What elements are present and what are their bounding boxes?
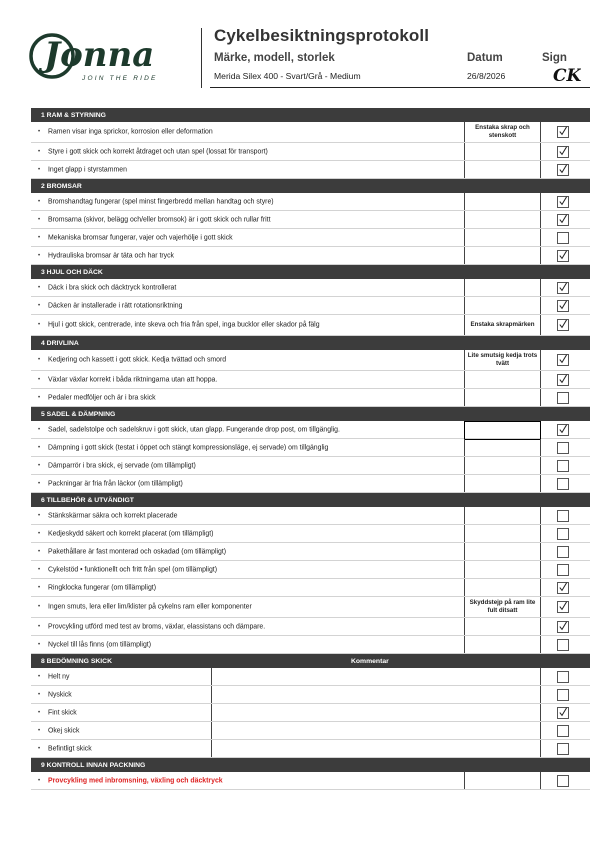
bullet: • [38, 216, 41, 223]
comment-cell[interactable] [464, 247, 541, 264]
comment-cell[interactable] [464, 543, 541, 560]
checklist-row [31, 686, 590, 704]
comment-cell[interactable] [464, 297, 541, 314]
comment-cell[interactable] [464, 439, 541, 456]
checkbox[interactable] [557, 300, 569, 312]
item-text: Helt ny [48, 673, 70, 680]
logo-wordmark: Jonna [44, 35, 155, 75]
checklist-row [31, 350, 590, 371]
comment-cell[interactable] [464, 371, 541, 388]
item-text: Ramen visar inga sprickor, korrosion eller deformation [48, 128, 213, 136]
comment-cell[interactable] [464, 143, 541, 160]
item-text: Befintligt skick [48, 745, 92, 752]
bullet: • [38, 691, 41, 698]
item-text: Okej skick [48, 727, 80, 734]
checklist-row [31, 229, 590, 247]
item-text: Hydrauliska bromsar är täta och har tryck [48, 252, 174, 259]
item-text: Kedjering och kassett i gott skick. Kedja tvättad och smord [48, 356, 227, 364]
checklist-row [31, 704, 590, 722]
item-text: Provcykling utförd med test av broms, växlar, elassistans och dämpare. [48, 623, 266, 630]
section-header [31, 758, 590, 772]
checklist-row [31, 211, 590, 229]
checkbox[interactable] [557, 510, 569, 522]
bike-value: Merida Silex 400 - Svart/Grå - Medium [214, 71, 361, 81]
item-text: Växlar växlar korrekt i båda riktningarna utan att hoppa. [48, 376, 218, 383]
comment-column-header: Kommentar [351, 657, 389, 665]
section-header [31, 407, 590, 421]
checklist-row [31, 193, 590, 211]
bullet: • [38, 166, 41, 173]
bullet: • [38, 444, 41, 451]
checkbox[interactable] [557, 743, 569, 755]
bullet: • [38, 322, 41, 328]
bullet: • [38, 284, 41, 291]
bike-label: Märke, modell, storlek [214, 52, 335, 64]
bullet: • [38, 480, 41, 487]
checkbox[interactable] [557, 424, 569, 436]
page-title: Cykelbesiktningsprotokoll [214, 26, 430, 45]
checklist-table [31, 108, 590, 790]
checkbox[interactable] [557, 442, 569, 454]
bullet: • [38, 673, 41, 680]
bullet: • [38, 548, 41, 555]
checklist-row [31, 740, 590, 758]
comment-cell[interactable] [464, 507, 541, 524]
checkbox[interactable] [557, 282, 569, 294]
bullet: • [38, 357, 41, 363]
checkbox[interactable] [557, 374, 569, 386]
comment-cell[interactable] [464, 211, 541, 228]
item-text: Provcykling med inbromsning, växling och däcktryck [48, 777, 223, 784]
checkbox[interactable] [557, 707, 569, 719]
checklist-row [31, 457, 590, 475]
checkbox[interactable] [557, 460, 569, 472]
item-text: Fint skick [48, 709, 77, 716]
checklist-row [31, 439, 590, 457]
checklist-row [31, 297, 590, 315]
check-mark-icon [559, 374, 567, 384]
checkbox[interactable] [557, 546, 569, 558]
checkbox[interactable] [557, 478, 569, 490]
comment-cell[interactable] [211, 686, 541, 703]
checklist-row [31, 371, 590, 389]
checkbox[interactable] [557, 126, 569, 138]
checklist-row [31, 389, 590, 407]
check-mark-icon [559, 424, 567, 434]
check-mark-icon [559, 250, 567, 260]
comment-cell[interactable] [464, 636, 541, 653]
item-text: Hjul i gott skick, centrerade, inte skeva och fria från spel, inga bucklor eller skador på fälg [48, 321, 320, 329]
item-text: Ringklocka fungerar (om tillämpligt) [48, 584, 156, 591]
item-text: Ingen smuts, lera eller lim/klister på cykelns ram eller komponenter [48, 603, 252, 611]
checkbox[interactable] [557, 214, 569, 226]
comment-cell[interactable] [464, 561, 541, 578]
checkbox[interactable] [557, 582, 569, 594]
checklist-row [31, 543, 590, 561]
check-mark-icon [559, 582, 567, 592]
signature [551, 64, 581, 86]
check-mark-icon [559, 214, 567, 224]
item-text: Bromsarna (skivor, belägg och/eller bromsok) är i gott skick och rullar fritt [48, 216, 271, 223]
comment-cell[interactable] [464, 389, 541, 406]
item-text: Inget glapp i styrstammen [48, 166, 127, 173]
checklist-row [31, 421, 590, 439]
item-text: Pakethållare är fast monterad och oskadad (om tillämpligt) [48, 548, 227, 555]
bullet: • [38, 777, 41, 784]
checkbox[interactable] [557, 689, 569, 701]
bullet: • [38, 252, 41, 259]
checklist-row [31, 636, 590, 654]
section-title: 2 BROMSAR [41, 182, 82, 190]
bullet: • [38, 512, 41, 519]
checkbox[interactable] [557, 601, 569, 613]
date-label: Datum [467, 52, 503, 64]
checklist-row [31, 161, 590, 179]
checklist-row [31, 561, 590, 579]
check-mark-icon [559, 282, 567, 292]
checklist-row [31, 279, 590, 297]
comment-cell[interactable]: Skyddstejp på ram lite fult ditsatt [464, 597, 541, 617]
section-header [31, 265, 590, 279]
section-title: 6 TILLBEHÖR & UTVÄNDIGT [41, 496, 134, 504]
bullet: • [38, 234, 41, 241]
item-text: Dämparrör i bra skick, ej servade (om tillämpligt) [48, 462, 196, 469]
bullet: • [38, 530, 41, 537]
item-text: Styre i gott skick och korrekt åtdraget och utan spel (lossat för transport) [48, 148, 268, 155]
section-title: 8 BEDÖMNING SKICK [41, 657, 112, 665]
checkbox[interactable] [557, 621, 569, 633]
check-mark-icon [559, 319, 567, 329]
header-divider [201, 28, 202, 88]
bullet: • [38, 462, 41, 469]
comment-cell[interactable] [464, 525, 541, 542]
section-title: 5 SADEL & DÄMPNING [41, 410, 116, 418]
bullet: • [38, 148, 41, 155]
check-mark-icon [559, 300, 567, 310]
bullet: • [38, 376, 41, 383]
header-underline [210, 87, 590, 88]
comment-cell[interactable]: Lite smutsig kedja trots tvätt [464, 350, 541, 370]
checkbox[interactable] [557, 639, 569, 651]
bullet: • [38, 426, 41, 433]
section-title: 9 KONTROLL INNAN PACKNING [41, 761, 146, 769]
item-text: Dämpning i gott skick (testat i öppet och stängt kompressionsläge, ej servade) om tillgänglig [48, 444, 329, 451]
checkbox[interactable] [557, 196, 569, 208]
item-text: Bromshandtag fungerar (spel minst fingerbredd mellan handtag och styre) [48, 198, 274, 205]
comment-cell[interactable] [464, 457, 541, 474]
section-header [31, 108, 590, 122]
checkbox[interactable] [557, 232, 569, 244]
bullet: • [38, 623, 41, 630]
check-mark-icon [559, 196, 567, 206]
bullet: • [38, 604, 41, 610]
date-value: 26/8/2026 [467, 71, 506, 81]
checklist-row [31, 143, 590, 161]
section-header [31, 336, 590, 350]
comment-cell[interactable] [464, 579, 541, 596]
checkbox[interactable] [557, 564, 569, 576]
section-header [31, 654, 590, 668]
bullet: • [38, 745, 41, 752]
checkbox[interactable] [557, 671, 569, 683]
checkbox[interactable] [557, 250, 569, 262]
checkbox[interactable] [557, 354, 569, 366]
check-mark-icon [559, 621, 567, 631]
bullet: • [38, 641, 41, 648]
comment-cell[interactable]: Enstaka skrap och stenskott [464, 122, 541, 142]
checkbox[interactable] [557, 775, 569, 787]
item-text: Nyckel till lås finns (om tillämpligt) [48, 641, 151, 648]
checklist-row [31, 247, 590, 265]
checkbox[interactable] [557, 528, 569, 540]
checklist-row [31, 315, 590, 336]
item-text: Packningar är fria från läckor (om tillämpligt) [48, 480, 183, 487]
checklist-row [31, 525, 590, 543]
bullet: • [38, 727, 41, 734]
checklist-row [31, 475, 590, 493]
checklist-row [31, 722, 590, 740]
section-header [31, 493, 590, 507]
checklist-row [31, 618, 590, 636]
bullet: • [38, 566, 41, 573]
bullet: • [38, 394, 41, 401]
item-text: Mekaniska bromsar fungerar, vajer och vajerhölje i gott skick [48, 234, 233, 241]
check-mark-icon [559, 146, 567, 156]
comment-cell[interactable] [211, 740, 541, 757]
item-text: Sadel, sadelstolpe och sadelskruv i gott skick, utan glapp. Fungerande drop post, om tillgänglig. [48, 426, 340, 433]
item-text: Stänkskärmar säkra och korrekt placerade [48, 512, 178, 519]
checkbox[interactable] [557, 319, 569, 331]
section-header [31, 179, 590, 193]
comment-cell[interactable] [464, 772, 541, 789]
comment-cell[interactable] [464, 618, 541, 635]
checkbox[interactable] [557, 146, 569, 158]
bullet: • [38, 302, 41, 309]
bullet: • [38, 198, 41, 205]
bullet: • [38, 584, 41, 591]
bullet: • [38, 129, 41, 135]
item-text: Däck i bra skick och däcktryck kontrollerat [48, 284, 177, 291]
section-title: 3 HJUL OCH DÄCK [41, 268, 103, 276]
comment-cell[interactable] [464, 193, 541, 210]
jonna-logo [28, 28, 188, 84]
comment-cell[interactable] [211, 722, 541, 739]
item-text: Kedjeskydd säkert och korrekt placerat (om tillämpligt) [48, 530, 214, 537]
check-mark-icon [559, 707, 567, 717]
comment-cell[interactable] [211, 668, 541, 685]
checklist-row [31, 507, 590, 525]
item-text: Cykelstöd • funktionellt och fritt från spel (om tillämpligt) [48, 566, 217, 573]
comment-cell[interactable] [464, 279, 541, 296]
logo-tagline: JOIN THE RIDE [82, 75, 158, 82]
checklist-row [31, 597, 590, 618]
checklist-row [31, 579, 590, 597]
comment-cell[interactable] [464, 475, 541, 492]
checklist-row [31, 122, 590, 143]
checkbox[interactable] [557, 725, 569, 737]
sign-label: Sign [542, 52, 567, 64]
comment-cell[interactable]: Enstaka skrapmärken [464, 315, 541, 335]
section-title: 4 DRIVLINA [41, 339, 79, 347]
checkbox[interactable] [557, 392, 569, 404]
comment-cell[interactable] [464, 421, 541, 440]
comment-cell[interactable] [464, 161, 541, 178]
comment-cell[interactable] [464, 229, 541, 246]
item-text: Däcken är installerade i rätt rotationsriktning [48, 302, 183, 309]
signature-initials: CK [553, 66, 581, 86]
check-mark-icon [559, 354, 567, 364]
item-text: Pedaler medföljer och är i bra skick [48, 394, 156, 401]
checkbox[interactable] [557, 164, 569, 176]
section-title: 1 RAM & STYRNING [41, 111, 106, 119]
checklist-row [31, 668, 590, 686]
check-mark-icon [559, 126, 567, 136]
item-text: Nyskick [48, 691, 72, 698]
comment-cell[interactable] [211, 704, 541, 721]
bullet: • [38, 709, 41, 716]
check-mark-icon [559, 164, 567, 174]
checklist-row [31, 772, 590, 790]
check-mark-icon [559, 601, 567, 611]
